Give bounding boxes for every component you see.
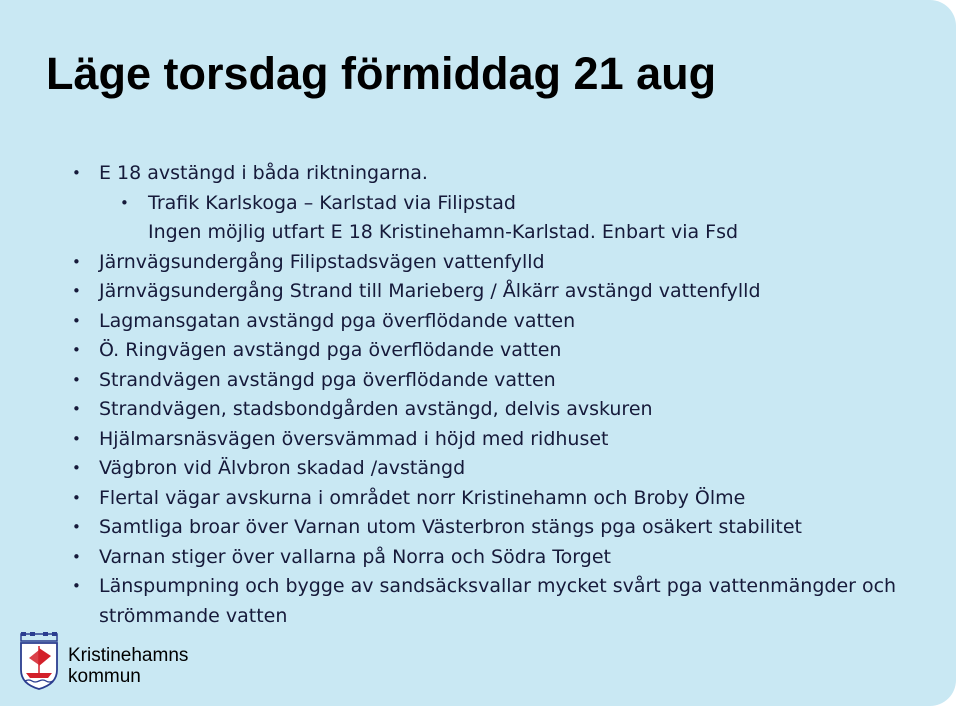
bullet-item: • Strandvägen, stadsbondgården avstängd, delvis avskuren <box>72 395 912 425</box>
bullet-item: • E 18 avstängd i båda riktningarna. <box>72 159 912 189</box>
bullet-dot-icon: • <box>72 164 81 182</box>
bullet-item: • Samtliga broar över Varnan utom Västerbron stängs pga osäkert stabilitet <box>72 513 912 543</box>
bullet-item: • Ö. Ringvägen avstängd pga överflödande vatten <box>72 336 912 366</box>
logo-line-1: Kristinehamns <box>68 645 189 666</box>
bullet-dot-icon: • <box>72 488 81 507</box>
bullet-item-continuation: Ingen möjlig utfart E 18 Kristinehamn-Karlstad. Enbart via Fsd <box>148 221 739 243</box>
bullet-dot-icon: • <box>72 518 81 536</box>
bullet-item: • Vägbron vid Älvbron skadad /avstängd <box>72 454 912 484</box>
logo-wordmark <box>68 645 188 687</box>
slide-title: Läge torsdag förmiddag 21 aug <box>46 48 717 99</box>
bullet-item: • Lagmansgatan avstängd pga överflödande vatten <box>72 307 912 337</box>
bullet-item: • Länspumpning och bygge av sandsäcksvallar mycket svårt pga vattenmängder och strömmande vatten <box>72 572 912 631</box>
bullet-dot-icon: • <box>72 341 81 359</box>
bullet-dot-icon: • <box>72 400 81 418</box>
bullet-item: • Flertal vägar avskurna i området norr Kristinehamn och Broby Ölme <box>72 484 912 514</box>
municipality-logo <box>18 632 218 692</box>
bullet-item-sub: • Trafik Karlskoga – Karlstad via Filipstad <box>72 189 912 219</box>
bullet-dot-icon: • <box>120 193 129 212</box>
bullet-dot-icon: • <box>72 429 81 448</box>
bullet-dot-icon: • <box>72 370 81 389</box>
bullet-dot-icon: • <box>72 577 81 595</box>
bullet-dot-icon: • <box>72 282 81 300</box>
bullet-item: • Järnvägsundergång Strand till Marieberg / Ålkärr avstängd vattenfylld <box>72 277 912 307</box>
bullet-list <box>72 159 912 631</box>
logo-line-2: kommun <box>68 666 141 687</box>
bullet-item: • Varnan stiger över vallarna på Norra och Södra Torget <box>72 543 912 573</box>
bullet-dot-icon: • <box>72 547 81 566</box>
bullet-dot-icon: • <box>72 459 81 477</box>
bullet-dot-icon: • <box>72 311 81 330</box>
bullet-item: • Strandvägen avstängd pga överflödande vatten <box>72 366 912 396</box>
bullet-item: • Järnvägsundergång Filipstadsvägen vattenfylld <box>72 248 912 278</box>
bullet-item: • Hjälmarsnäsvägen översvämmad i höjd med ridhuset <box>72 425 912 455</box>
coat-of-arms-ship-icon <box>18 632 60 690</box>
bullet-dot-icon: • <box>72 252 81 271</box>
